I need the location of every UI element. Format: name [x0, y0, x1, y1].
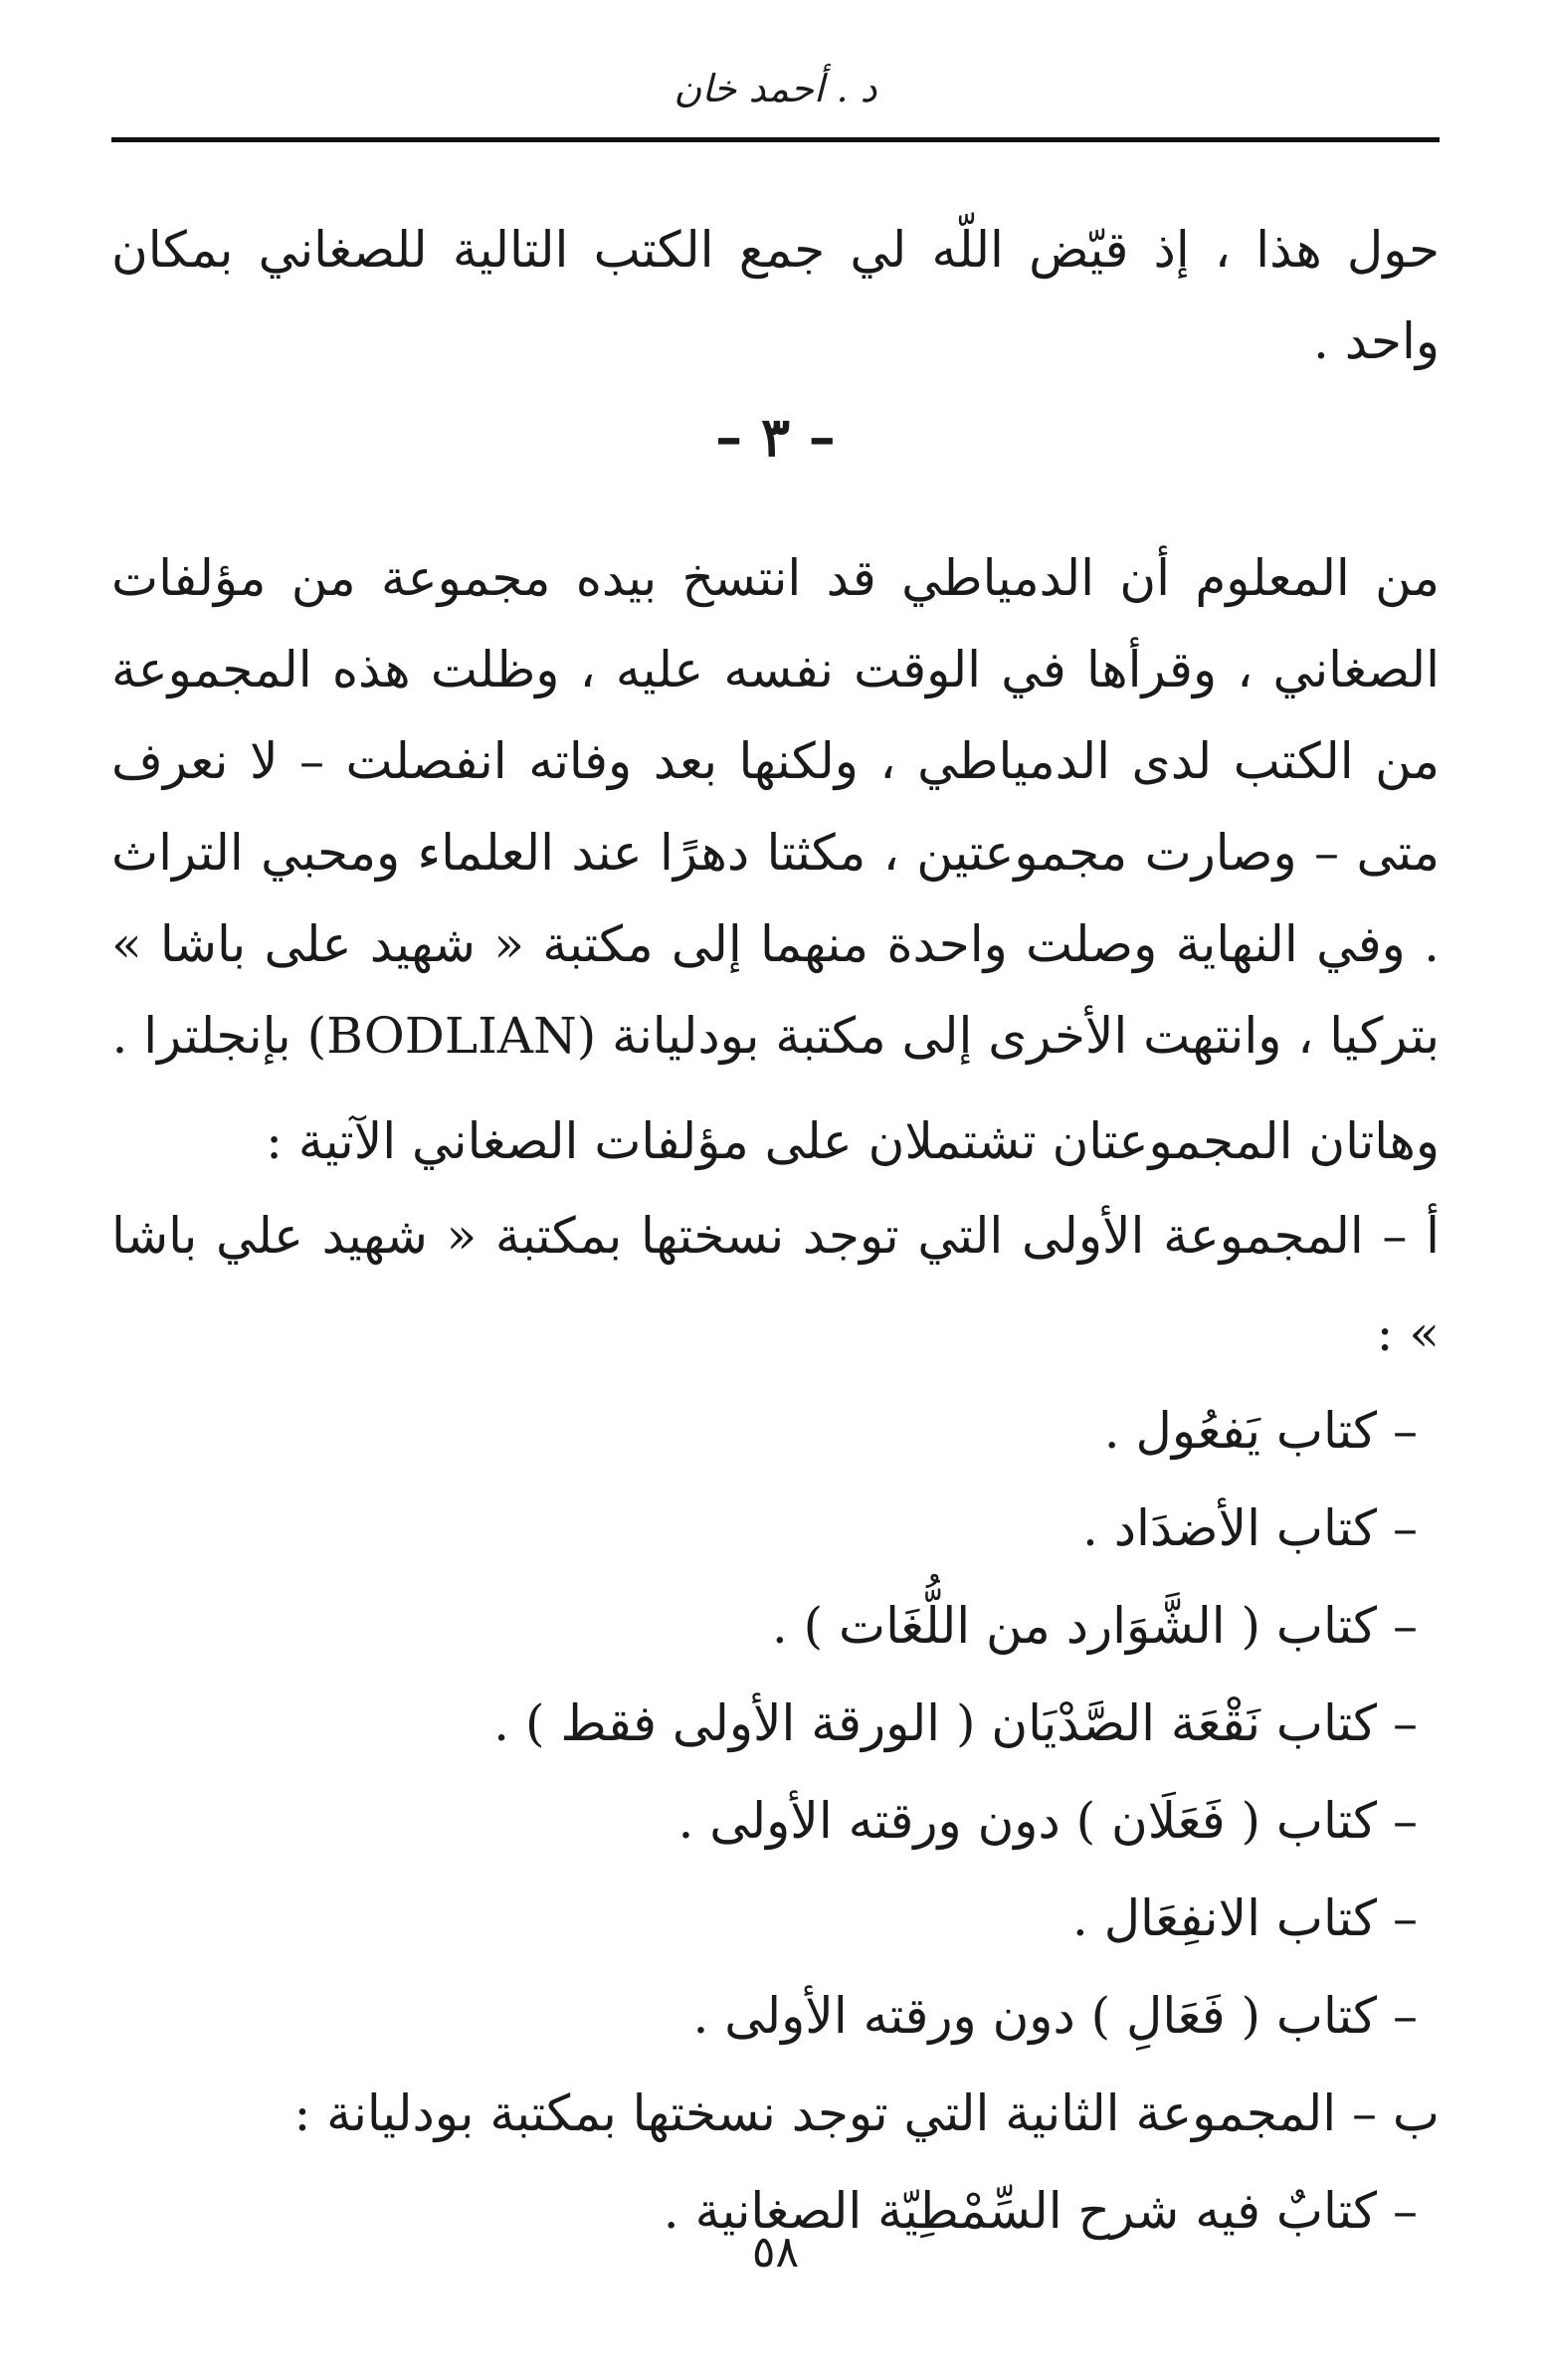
paragraph-1: من المعلوم أن الدمياطي قد انتسخ بيده مجموعة من مؤلفات الصغاني ، وقرأها في الوقت نفسه عليه ، وظلت هذه المجموعة من الكتب لدى الدمياطي ، ولكنها بعد وفاته انفصلت – لا نعرف متى – وصارت مجموعتين ، مكثتا دهرًا عند العلماء ومحبي التراث . وفي النهاية وصلت واحدة منهما إلى مكتبة « شهيد على باشا » بتركيا ، وانتهت الأخرى إلى مكتبة بودليانة (BODLIAN) بإنجلترا .: [111, 549, 1440, 1065]
running-head: د . أحمد خان: [674, 67, 877, 110]
list-item: – كتاب نَقْعَة الصَّدْيَان ( الورقة الأولى فقط ) .: [111, 1675, 1418, 1772]
header-rule: [111, 137, 1440, 142]
group-a-heading: أ – المجموعة الأولى التي توجد نسختها بمكتبة « شهيد علي باشا » :: [111, 1207, 1440, 1362]
list-item: – كتاب الانفِعَال .: [111, 1870, 1418, 1967]
intro-line: حول هذا ، إذ قيّض اللّه لي جمع الكتب التالية للصغاني بمكان واحد .: [111, 221, 1440, 370]
list-item: – كتاب ( الشَّوَارد من اللُّغَات ) .: [111, 1577, 1418, 1675]
page-number: ٥٨: [751, 2227, 800, 2278]
group-a-list: [111, 1382, 1440, 2065]
paragraph-2: وهاتان المجموعتان تشتملان على مؤلفات الصغاني الآتية :: [266, 1112, 1440, 1170]
list-item: – كتاب ( فَعَالِ ) دون ورقته الأولى .: [111, 1967, 1418, 2065]
list-item: – كتابٌ فيه شرح السِّمْطِيّة الصغانية .: [111, 2162, 1418, 2260]
list-item: – كتاب ( فَعَلَان ) دون ورقته الأولى .: [111, 1772, 1418, 1870]
section-number: – ٣ –: [715, 405, 836, 469]
group-b-heading: ب – المجموعة الثانية التي توجد نسختها بمكتبة بودليانة :: [293, 2084, 1440, 2142]
list-item: – كتاب يَفعُول .: [111, 1382, 1418, 1480]
list-item: – كتاب الأضدَاد .: [111, 1480, 1418, 1577]
body-text: [111, 204, 1440, 2260]
